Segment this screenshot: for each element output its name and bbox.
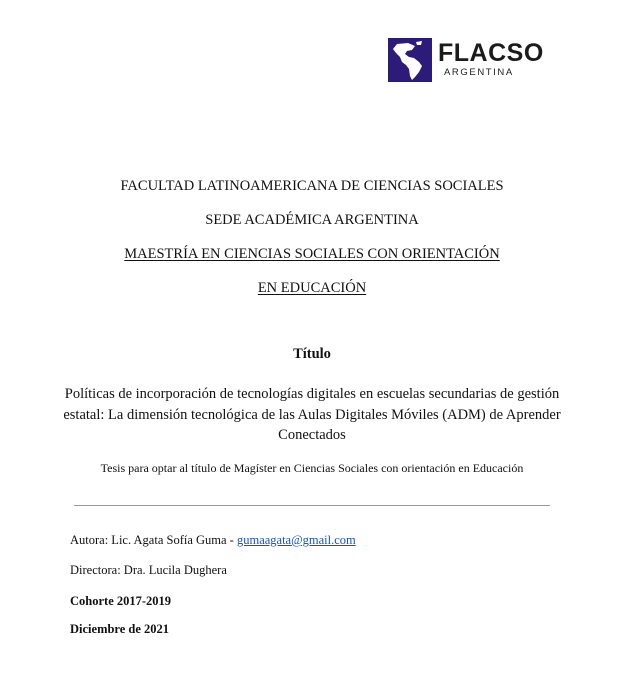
thesis-subtitle: Tesis para optar al título de Magíster en Ciencias Sociales con orientación en Educación	[100, 461, 524, 475]
cohort-line: Cohorte 2017-2019	[70, 594, 172, 608]
date-line: Diciembre de 2021	[70, 622, 170, 636]
americas-map-icon	[388, 38, 432, 82]
program-line-1-text: MAESTRÍA EN CIENCIAS SOCIALES CON ORIENTACIÓN	[124, 246, 500, 262]
academic-seat: SEDE ACADÉMICA ARGENTINA	[205, 212, 419, 228]
director-line: Directora: Dra. Lucila Dughera	[70, 563, 227, 577]
author-label: Autora: Lic. Agata Sofía Guma -	[70, 533, 237, 547]
thesis-title: Políticas de incorporación de tecnologías digitales en escuelas secundarias de gestión estatal: La dimensión tecnológica de las Aulas Digitales Móviles (ADM) de Aprender Conectados	[63, 386, 561, 443]
separator-line	[74, 505, 550, 506]
author-line	[70, 533, 356, 548]
logo-wordmark: FLACSO	[438, 39, 544, 67]
logo-subtitle: ARGENTINA	[444, 67, 514, 78]
faculty-name: FACULTAD LATINOAMERICANA DE CIENCIAS SOCIALES	[120, 178, 504, 194]
program-line-1	[0, 246, 624, 263]
title-label: Título	[293, 346, 331, 362]
flacso-logo	[388, 38, 544, 82]
program-line-2-text: EN EDUCACIÓN	[257, 280, 367, 296]
program-line-2	[0, 280, 624, 297]
author-email-link[interactable]: gumaagata@gmail.com	[236, 533, 356, 547]
